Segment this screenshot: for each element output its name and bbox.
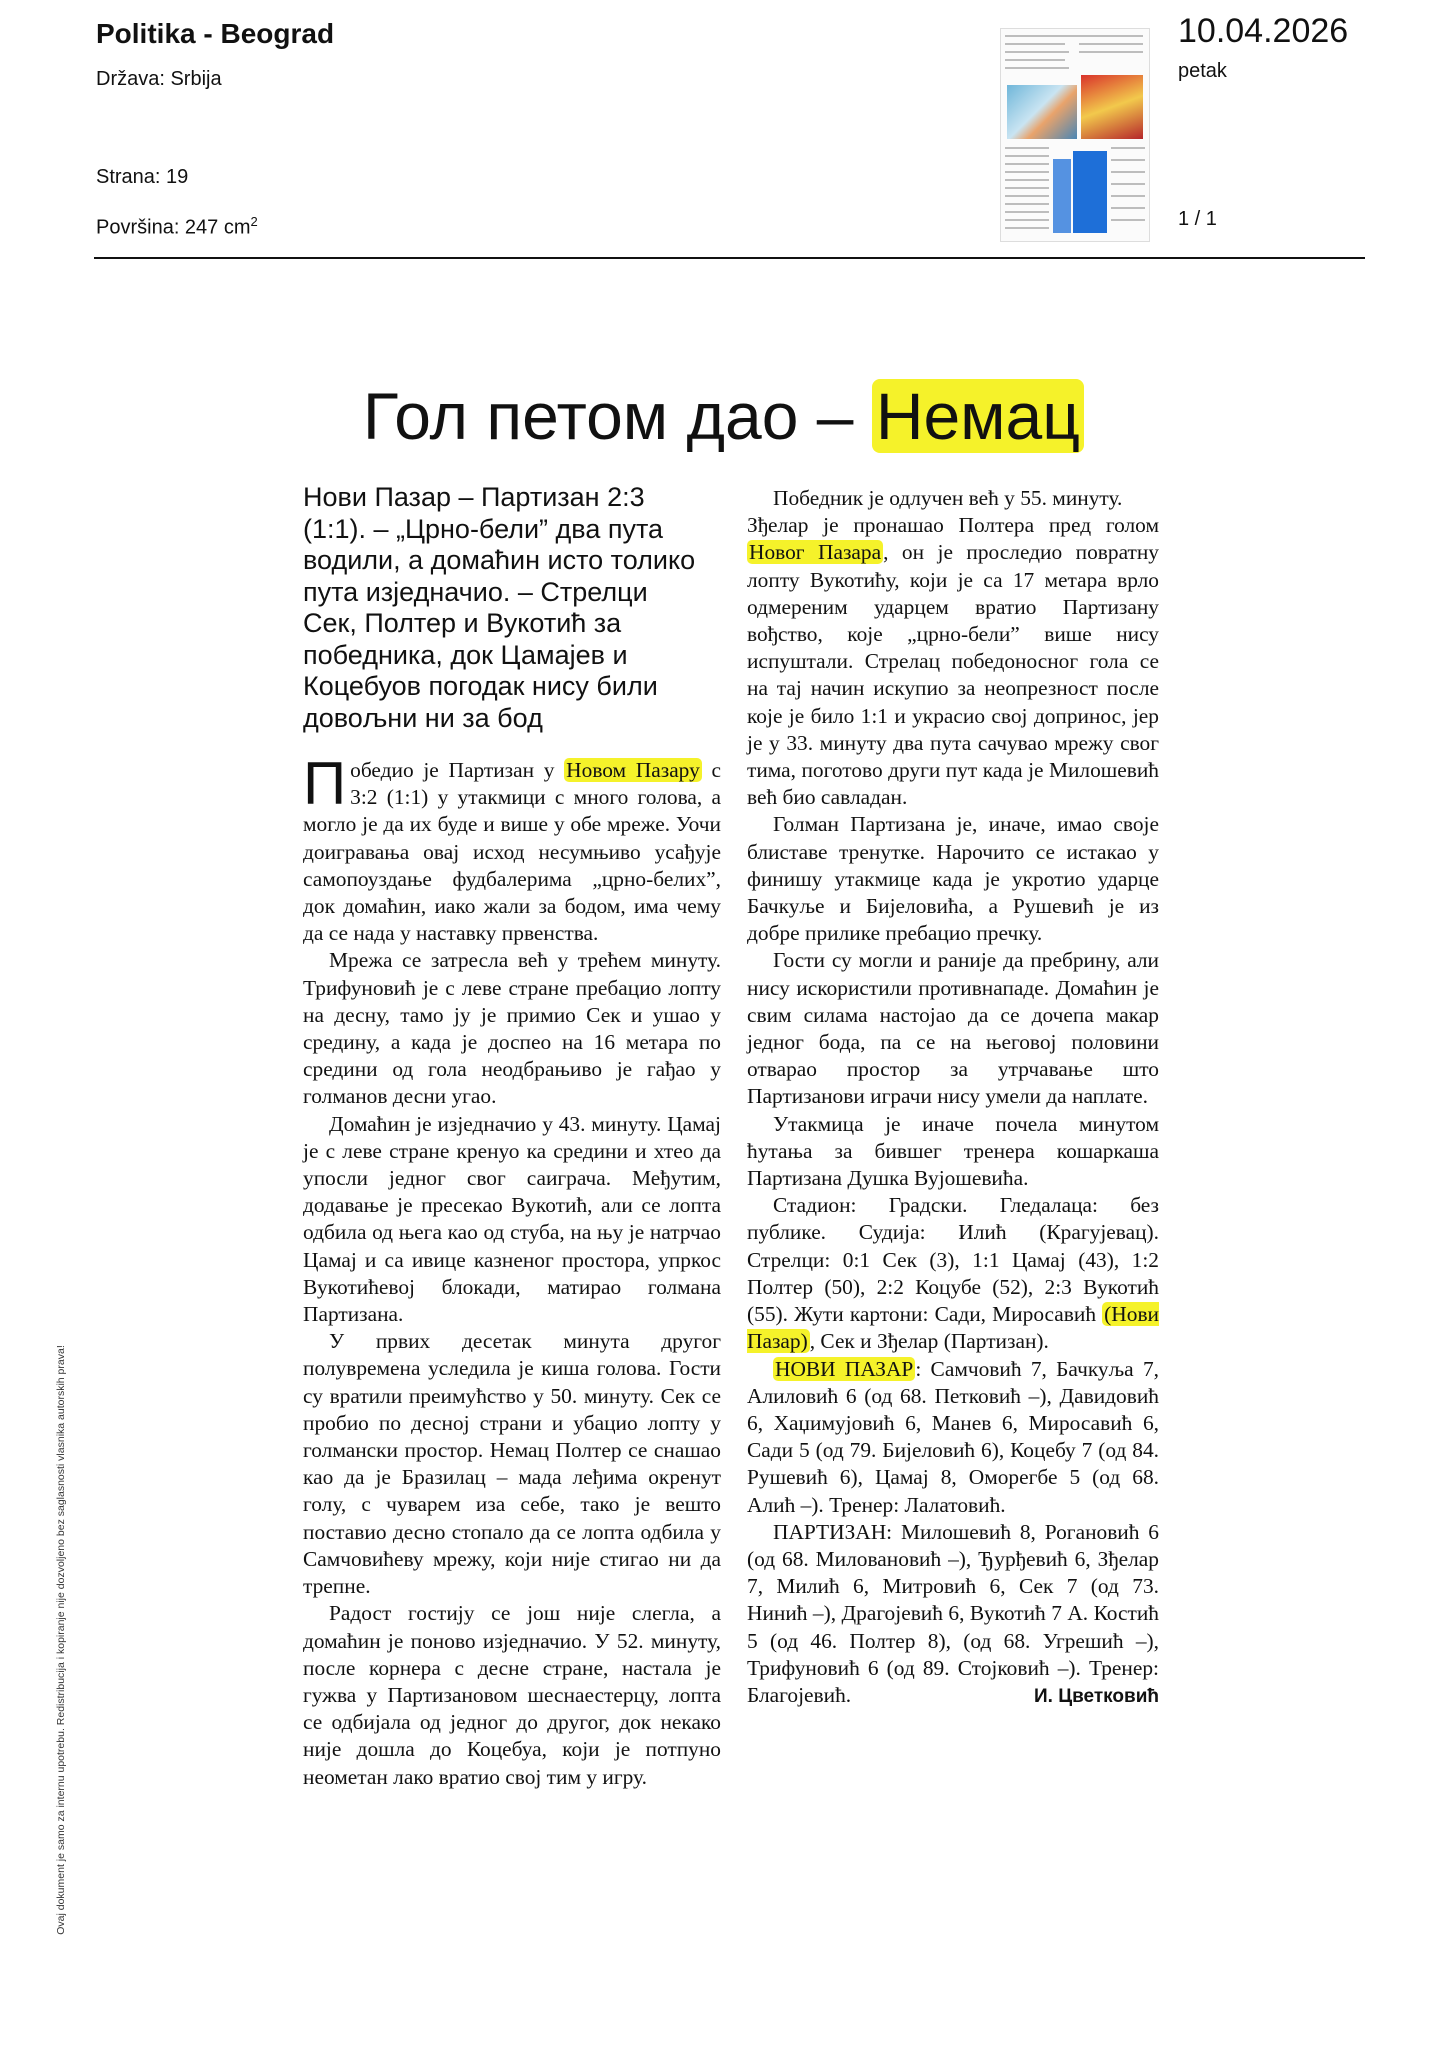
paragraph: Стадион: Градски. Гледалаца: без публике. Судија: Илић (Крагујевац). Стрелци: 0:1 Сек (3), 1:1 Цамај (43), 1:2 Полтер (50), 2:2 Коцубе (52), 2:3 Вукотић (55). Жути картони: Сади, Миросавић (Нови Пазар), Сек и Зђелар (Партизан). xyxy=(747,1193,1159,1354)
page-number-label: Strana: 19 xyxy=(96,166,189,188)
article-column-1 xyxy=(303,750,721,1791)
publication-title: Politika - Beograd xyxy=(96,18,335,49)
publication-date: 10.04.2026 xyxy=(1178,12,1349,50)
paragraph: ПАРТИЗАН: Милошевић 8, Рогановић 6 (од 68. Миловановић –), Ђурђевић 6, Зђелар 7, Милић 6, Митровић 6, Сек 7 (од 73. Нинић –), Драгојевић 6, Вукотић 7 А. Костић 5 (од 46. Полтер 8), (од 68. Угрешић –), Трифуновић 6 (од 89. Стојковић –). Тренер: Благојевић. xyxy=(747,1519,1159,1707)
article-column-2 xyxy=(747,485,1159,1709)
paragraph: Победник је одлучен већ у 55. минуту. xyxy=(773,486,1123,510)
paragraph: Зђелар је пронашао Полтера пред голом Новог Пазара, он је проследио повратну лопту Вукотићу, који је са 17 метара врло одмереним ударцем вратио Партизану вођство, које „црно-бели” више нису испуштали. Стрелац победоносног гола се на тај начин искупио за неопрезност после које је било 1:1 и украсио свој допринос, јер је у 33. минуту два пута сачувао мрежу свог тима, поготово други пут када је Милошевић већ био савладан. xyxy=(747,513,1159,810)
header-divider xyxy=(94,257,1365,259)
thumbnail-photo xyxy=(1007,85,1077,139)
headline-highlight: Немац xyxy=(872,379,1084,453)
highlight-novi-pazar: НОВИ ПАЗАР xyxy=(775,1356,914,1381)
page-count: 1 / 1 xyxy=(1178,208,1217,230)
paragraph: Радост гостију се још није слегла, а домаћин је поново изједначио. У 52. минуту, после корнера с десне стране, настала је гужва у Партизановом шеснаестерцу, лопта се одбијала од једног до другог, док некако није дошла до Коцебуа, који је потпуно неометан лако вратио свој тим у игру. xyxy=(303,1601,721,1789)
thumbnail-article-marker xyxy=(1073,151,1107,233)
highlight-novi-pazar: Новом Пазару xyxy=(566,758,700,782)
drop-cap: П xyxy=(303,750,347,817)
paragraph: У првих десетак минута другог полувремена уследила је киша голова. Гости су вратили преимућство у 50. минуту. Сек се пробио по десној страни и убацио лопту у голмански простор. Немац Полтер се снашао као да је Бразилац – мада леђима окренут голу, с чуварем иза себе, тако је вешто поставио десно стопало да се лопта одбила у Самчовићеву мрежу, који није стигао ни да трепне. xyxy=(303,1329,721,1599)
highlight-novi-pazar: (Нови Пазар) xyxy=(747,1302,1159,1354)
copyright-notice: Ovaj dokument je samo za internu upotrebu. Redistribucija i kopiranje nije dozvoljeno bez saglasnosti vlasnika autorskih prava! xyxy=(55,1345,67,1935)
paragraph: НОВИ ПАЗАР: Самчовић 7, Бачкуља 7, Алиловић 6 (од 68. Петковић –), Давидовић 6, Хаџимујовић 6, Манев 6, Миросавић 6, Сади 5 (од 79. Бијеловић 6), Коцебу 7 (од 84. Рушевић 6), Цамај 8, Оморегбе 5 (од 68. Алић –). Тренер: Лалатовић. xyxy=(747,1356,1159,1517)
highlight-novog-pazara: Новог Пазара xyxy=(749,540,882,565)
thumbnail-article-marker xyxy=(1053,159,1071,233)
paragraph: Утакмица је иначе почела минутом ћутања за бившег тренера кошаркаша Партизана Душка Вујошевића. xyxy=(747,1111,1159,1191)
area-label: Površina: 247 $cm^2$ xyxy=(96,214,258,239)
weekday-label: petak xyxy=(1178,60,1227,82)
paragraph: Мрежа се затресла већ у трећем минуту. Трифуновић је с леве стране пребацио лопту на десну, тамо ју је примио Сек и ушао у средину, а када је доспео на 16 метара по средини од гола неодбрањиво је гађао у голманов десни угао. xyxy=(303,948,721,1109)
article-lead: Нови Пазар – Партизан 2:3 (1:1). – „Црно-бели” два пута водили, а домаћин исто толико пута изједначио. – Стрелци Сек, Полтер и Вукотић за победника, док Цамајев и Коцебуов погодак нису били довољни ни за бод xyxy=(303,482,696,733)
article-headline: Гол петом дао – Немац xyxy=(0,378,1447,454)
paragraph: Голман Партизана је, иначе, имао своје блиставе тренутке. Нарочито се истакао у финишу утакмице када је укротио ударце Бачкуље и Бијеловића, а Рушевић је из добре прилике пребацио пречку. xyxy=(747,812,1159,946)
paragraph: Домаћин је изједначио у 43. минуту. Цамај је с леве стране кренуо ка средини и хтео да упосли једног свог саиграча. Међутим, додавање је пресекао Вукотић, али се лопта одбила од њега као од стуба, на њу је натрчао Цамај и са ивице казненог простора, упркос Вукотићевој блокади, матирао голмана Партизана. xyxy=(303,1111,721,1327)
page-thumbnail[interactable] xyxy=(1000,28,1150,242)
paragraph: Победио је Партизан у Новом Пазару с 3:2 (1:1) у утакмици с много голова, а могло је да их буде и више у обе мреже. Уочи доигравања овај исход несумњиво усађује самопоуздање фудбалерима „црно-белих”, док домаћин, иако жали за бодом, има чему да се нада у наставку првенства. xyxy=(303,750,721,946)
thumbnail-photo xyxy=(1081,75,1143,139)
country-label: Država: Srbija xyxy=(96,68,222,90)
byline: И. Цветковић xyxy=(1034,1686,1159,1708)
paragraph: Гости су могли и раније да пребрину, али нису искористили противнападе. Домаћин је свим силама настојао да се дочепа макар једног бода, па се на његовој половини отварао простор за утрчавање што Партизанови играчи нису умели да наплате. xyxy=(747,948,1159,1109)
